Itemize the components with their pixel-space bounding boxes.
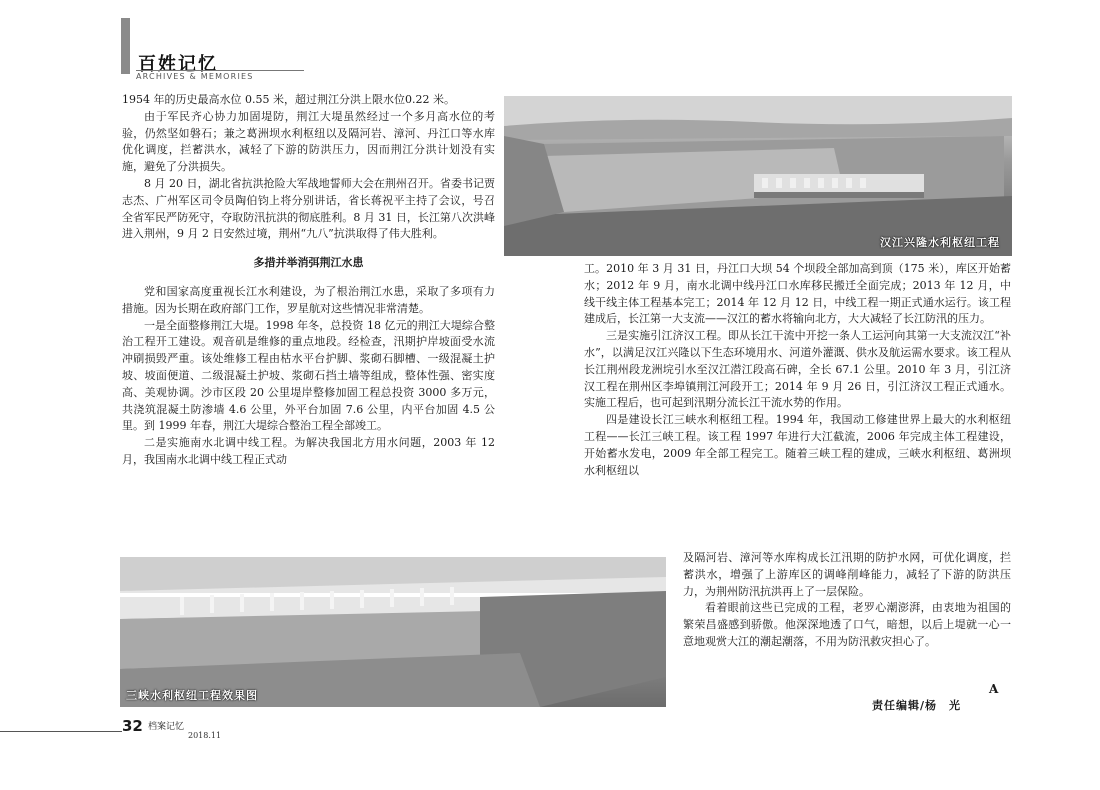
paragraph: 1954 年的历史最高水位 0.55 米，超过荆江分洪上限水位0.22 米。: [122, 93, 455, 106]
header-accent-bar: [121, 18, 130, 74]
magazine-name: 档案记忆: [148, 722, 185, 732]
page-number: 32: [122, 717, 143, 735]
photo-three-gorges-drawing: [120, 557, 666, 707]
issue-date: 2018.11: [188, 731, 222, 740]
paragraph: 看着眼前这些已完成的工程，老罗心潮澎湃，由衷地为祖国的繁荣昌盛感到骄傲。他深深地透了口气，暗想，以后上堤就一心一意地观赏大江的潮起潮落，不用为防汛救灾担心了。: [683, 601, 1011, 648]
paragraph: 党和国家高度重视长江水利建设，为了根治荆江水患，采取了多项有力措施。因为长期在政府部门工作，罗星航对这些情况非常清楚。: [122, 284, 495, 315]
paragraph: 三是实施引江济汉工程。即从长江干流中开挖一条人工运河向其第一大支流汉江“补水”，以满足汉江兴隆以下生态环境用水、河道外灌溉、供水及航运需水要求。该工程从长江荆州段龙洲垸引水至汉江潜江段高石碑，全长 67.1 公里。2010 年 3 月，引江济汉工程在荆州区李埠镇荆江河段开工；2014 年 9 月 26 日，引江济汉工程正式通水。实施工程后，也可起到汛期分流长江干流水势的作用。: [584, 329, 1011, 410]
paragraph: 工。2010 年 3 月 31 日，丹江口大坝 54 个坝段全部加高到顶（175 米），库区开始蓄水；2012 年 9 月，南水北调中线丹江口水库移民搬迁全面完成；2013 年 12 月，中线干线主体工程基本完工；2014 年 12 月 12 日，中线工程一期正式通水运行。该工程建成后，长江第一大支流——汉江的蓄水将输向北方，大大减轻了长江防汛的压力。: [584, 262, 1011, 326]
end-mark-icon: A: [989, 682, 999, 696]
paragraph: 四是建设长江三峡水利枢纽工程。1994 年，我国动工修建世界上最大的水利枢纽工程——长江三峡工程。该工程 1997 年进行大江截流，2006 年完成主体工程建设，开始蓄水发电，2009 年全部工程完工。随着三峡工程的建成，三峡水利枢纽、葛洲坝水利枢纽以: [584, 413, 1011, 477]
photo-xinglong-drawing: [504, 96, 1012, 256]
article-column-3: [683, 550, 1011, 651]
paragraph: 及隔河岩、漳河等水库构成长江汛期的防护水网，可优化调度，拦蓄洪水，增强了上游库区的调峰削峰能力，减轻了下游的防洪压力，为荆州防汛抗洪再上了一层保险。: [683, 551, 1011, 598]
photo-caption-xinglong: 汉江兴隆水利枢纽工程: [880, 236, 1000, 249]
paragraph: 一是全面整修荆江大堤。1998 年冬，总投资 18 亿元的荆江大堤综合整治工程开工建设。观音矶是维修的重点地段。经检查，汛期护岸坡面受水流冲刷损毁严重。该处维修工程由枯水平台护脚、浆砌石脚槽、一级混凝土护坡、坡面便道、二级混凝土护坡、浆砌石挡土墙等组成，整体性强、密实度高、美观协调。沙市区段 20 公里堤岸整修加固工程总投资 3000 多万元，共浇筑混凝土防渗墙 4.6 公里，外平台加固 7.6 公里，内平台加固 4.5 公里。到 1999 年春，荆江大堤综合整治工程全部竣工。: [122, 318, 495, 433]
paragraph: 8 月 20 日，湖北省抗洪抢险大军战地誓师大会在荆州召开。省委书记贾志杰、广州军区司令员陶伯钧上将分别讲话，省长蒋祝平主持了会议，号召全省军民严防死守，夺取防汛抗洪的彻底胜利。8 月 31 日，长江第八次洪峰进入荆州，9 月 2 日安然过境，荆州“九八”抗洪取得了伟大胜利。: [122, 176, 495, 241]
footer-rule: [0, 731, 122, 732]
photo-xinglong-dam: [504, 96, 1012, 256]
column-title: 百姓记忆: [138, 54, 218, 75]
section-heading: 多措并举消弭荆江水患: [253, 256, 364, 270]
photo-three-gorges: [120, 557, 666, 707]
editor-credit: 责任编辑/杨 光: [872, 699, 962, 712]
article-column-2: [584, 261, 1011, 479]
paragraph: 二是实施南水北调中线工程。为解决我国北方用水问题，2003 年 12 月，我国南水北调中线工程正式动: [122, 436, 495, 466]
article-column-1: [122, 92, 495, 469]
photo-caption-three-gorges: 三峡水利枢纽工程效果图: [126, 689, 258, 702]
paragraph: 由于军民齐心协力加固堤防，荆江大堤虽然经过一个多月高水位的考验，仍然坚如磐石；兼之葛洲坝水利枢纽以及隔河岩、漳河、丹江口等水库优化调度，拦蓄洪水，减轻了下游的防洪压力，因而荆江分洪计划没有实施，避免了分洪损失。: [122, 109, 495, 174]
column-subtitle: ARCHIVES & MEMORIES: [136, 70, 304, 81]
